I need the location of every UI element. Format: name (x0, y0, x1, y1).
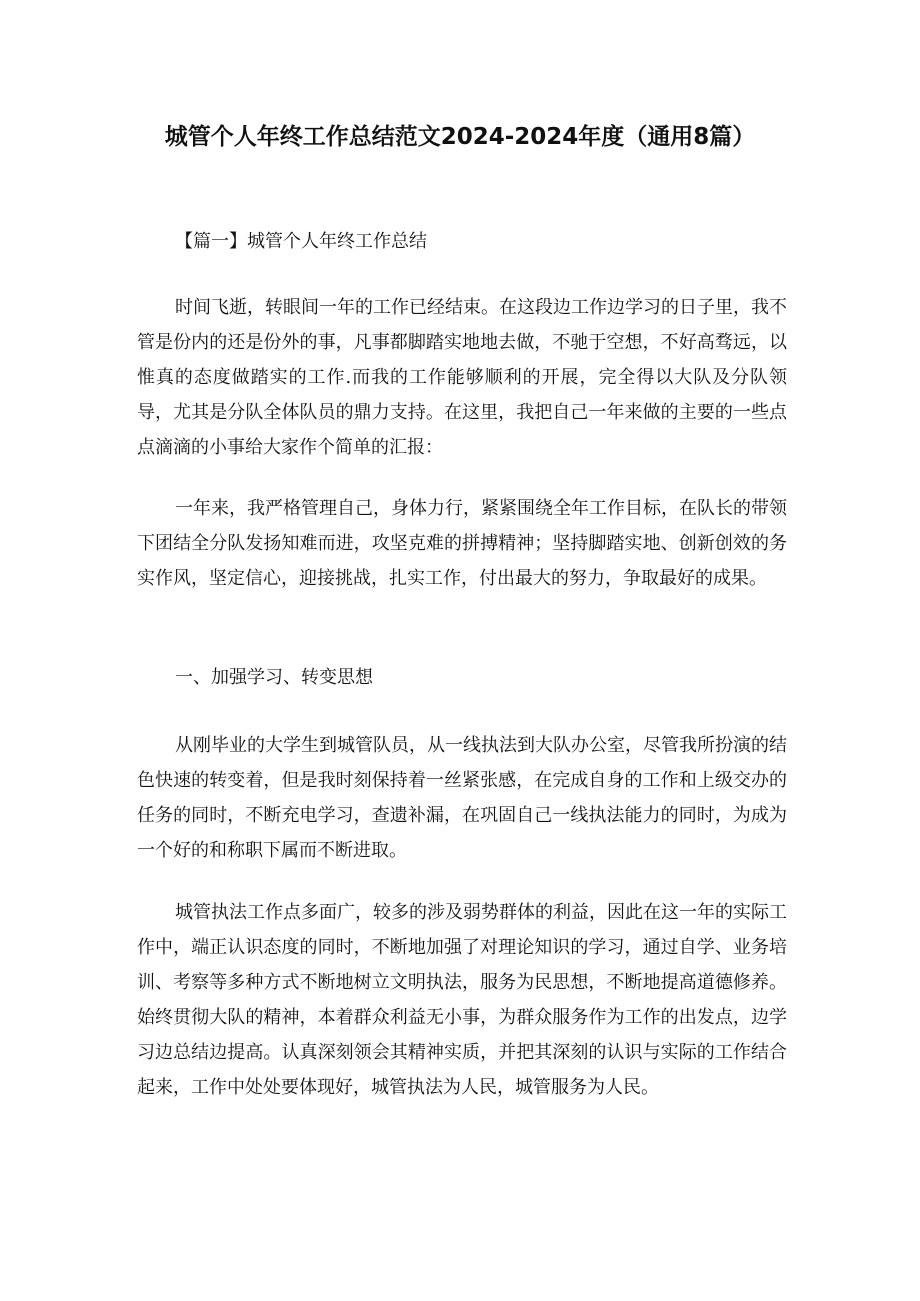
paragraph-study-2: 城管执法工作点多面广，较多的涉及弱势群体的利益，因此在这一年的实际工作中，端正认识态度的同时，不断地加强了对理论知识的学习，通过自学、业务培训、考察等多种方式不断地树立文明执法，服务为民思想，不断地提高道德修养。始终贯彻大队的精神，本着群众利益无小事，为群众服务作为工作的出发点，边学习边总结边提高。认真深刻领会其精神实质，并把其深刻的认识与实际的工作结合起来，工作中处处要体现好，城管执法为人民，城管服务为人民。 (137, 902, 787, 1098)
sub-heading-study: 一、加强学习、转变思想 (175, 667, 373, 688)
document-title: 城管个人年终工作总结范文2024-2024年度（通用8篇） (164, 124, 756, 150)
paragraph-study-1: 从刚毕业的大学生到城管队员，从一线执法到大队办公室，尽管我所扮演的结色快速的转变着，但是我时刻保持着一丝紧张感，在完成自身的工作和上级交办的任务的同时，不断充电学习，查遗补漏，在巩固自己一线执法能力的同时，为成为一个好的和称职下属而不断进取。 (137, 735, 787, 861)
paragraph-intro: 时间飞逝，转眼间一年的工作已经结束。在这段边工作边学习的日子里，我不管是份内的还是份外的事，凡事都脚踏实地地去做，不驰于空想，不好高骛远，以惟真的态度做踏实的工作.而我的工作能够顺利的开展，完全得以大队及分队领导，尤其是分队全体队员的鼎力支持。在这里，我把自己一年来做的主要的一些点点滴滴的小事给大家作个简单的汇报： (137, 297, 787, 458)
paragraph-summary: 一年来，我严格管理自己，身体力行，紧紧围绕全年工作目标，在队长的带领下团结全分队发扬知难而进，攻坚克难的拼搏精神；坚持脚踏实地、创新创效的务实作风，坚定信心，迎接挑战，扎实工作，付出最大的努力，争取最好的成果。 (137, 498, 787, 589)
section-heading: 【篇一】城管个人年终工作总结 (175, 231, 427, 252)
